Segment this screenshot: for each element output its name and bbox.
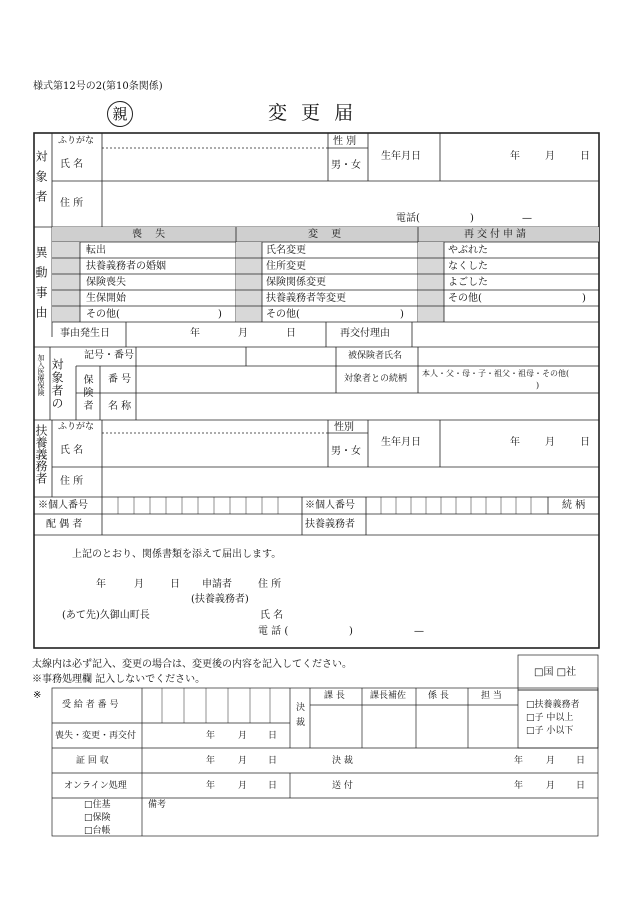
cert-collect-label: 証 回 収 <box>76 756 109 766</box>
subject-day-unit: 日 <box>580 151 590 162</box>
office-year-unit-3: 年 <box>206 781 216 791</box>
relation-label: 対象者との続柄 <box>344 374 408 384</box>
insurance-side-big: 対象者の <box>50 358 64 410</box>
subject-year-unit: 年 <box>510 151 520 162</box>
insurer-name-label: 名 称 <box>108 401 132 412</box>
guardian-address-label: 住 所 <box>60 476 84 487</box>
occurrence-year-unit: 年 <box>190 328 200 339</box>
page-title: 変 更 届 <box>268 102 358 124</box>
loss-item-other-close: ) <box>218 309 222 320</box>
guardian-sex-label: 性別 <box>334 422 354 433</box>
mynumber-label-2: ※個人番号 <box>305 500 355 511</box>
subject-side-label: 対象者 <box>34 150 48 210</box>
change-item-name: 氏名変更 <box>266 245 306 256</box>
insurer-sub-label: 保険者 <box>81 374 92 413</box>
applicant-name-label: 氏 名 <box>260 610 284 621</box>
office-year-unit-1: 年 <box>206 731 216 741</box>
change-item-guardian: 扶養義務者等変更 <box>266 293 346 304</box>
nationality-checks: □国 □社 <box>534 667 577 678</box>
office-day-unit-3: 日 <box>268 781 278 791</box>
soufu-year-unit: 年 <box>514 781 524 791</box>
applicant-phone-label: 電 話 ( <box>258 626 289 637</box>
check-child-elementary: □子 小以下 <box>526 726 574 736</box>
subject-sex-options: 男・女 <box>331 160 361 171</box>
declaration-year-unit: 年 <box>96 579 106 590</box>
change-item-other: その他( <box>266 309 300 320</box>
col-change-header: 変 更 <box>308 229 347 240</box>
subject-name-label: 氏 名 <box>60 159 84 170</box>
note-mark: ※ <box>33 690 42 701</box>
circle-mark <box>107 101 133 127</box>
applicant-sub-label: (扶養義務者) <box>191 594 249 605</box>
subject-phone-close: ) <box>470 213 474 224</box>
mynumber-label-1: ※個人番号 <box>38 500 88 511</box>
guardian-mynumber-label: 扶養義務者 <box>305 519 355 530</box>
subject-birth-label: 生年月日 <box>381 151 421 162</box>
recipient-number-label: 受 給 者 番 号 <box>62 700 119 710</box>
online-process-label: オンライン処理 <box>64 781 127 791</box>
insurance-number-label: 記号・番号 <box>84 350 134 361</box>
note-line-1: 太線内は必ず記入、変更の場合は、変更後の内容を記入してください。 <box>32 659 352 670</box>
reissue-item-other-close: ) <box>582 293 586 304</box>
guardian-year-unit: 年 <box>510 437 520 448</box>
note-line-2: ※事務処理欄 記入しないでください。 <box>32 674 206 685</box>
remarks-label: 備考 <box>148 800 167 810</box>
spouse-label: 配 偶 者 <box>46 519 83 530</box>
kessai-day-unit: 日 <box>576 756 586 766</box>
guardian-month-unit: 月 <box>545 437 555 448</box>
staff-label: 担 当 <box>481 691 502 701</box>
loss-item-welfare: 生保開始 <box>86 293 126 304</box>
declaration-text: 上記のとおり、関係書類を添えて届出します。 <box>72 549 282 560</box>
kessai-year-unit: 年 <box>514 756 524 766</box>
chief-label: 課 長 <box>324 691 345 701</box>
applicant-label: 申請者 <box>202 579 232 590</box>
change-item-insurance: 保険関係変更 <box>266 277 326 288</box>
reissue-reason-label: 再交付理由 <box>340 328 390 339</box>
kessai-label: 決 裁 <box>332 756 353 766</box>
guardian-furigana-label: ふりがな <box>58 422 95 432</box>
deputy-label: 課長補佐 <box>370 691 407 701</box>
office-month-unit-3: 月 <box>238 781 248 791</box>
applicant-phone-close: ) <box>349 626 353 637</box>
occurrence-day-unit: 日 <box>286 328 296 339</box>
check-child-middle: □子 中以上 <box>526 713 574 723</box>
soufu-label: 送 付 <box>332 781 353 791</box>
guardian-birth-label: 生年月日 <box>381 437 421 448</box>
office-year-unit-2: 年 <box>206 756 216 766</box>
decision-label: 決裁 <box>294 702 304 732</box>
guardian-sex-options: 男・女 <box>331 446 361 457</box>
loss-item-marriage: 扶養義務者の婚姻 <box>86 261 166 272</box>
office-month-unit-2: 月 <box>238 756 248 766</box>
subject-sex-label: 性 別 <box>333 136 357 147</box>
change-item-other-close: ) <box>400 309 404 320</box>
declaration-day-unit: 日 <box>170 579 180 590</box>
soufu-day-unit: 日 <box>576 781 586 791</box>
form-number: 様式第12号の2(第10条関係) <box>33 81 163 92</box>
guardian-day-unit: 日 <box>580 437 590 448</box>
section-chief-label: 係 長 <box>428 691 449 701</box>
reissue-item-dirty: よごした <box>448 277 488 288</box>
guardian-name-label: 氏 名 <box>60 445 84 456</box>
soufu-month-unit: 月 <box>546 781 556 791</box>
office-day-unit-2: 日 <box>268 756 278 766</box>
loss-item-moveout: 転出 <box>86 245 106 256</box>
kessai-month-unit: 月 <box>546 756 556 766</box>
loss-item-other: その他( <box>86 309 120 320</box>
occurrence-month-unit: 月 <box>238 328 248 339</box>
col-reissue-header: 再交付申請 <box>464 229 529 240</box>
insured-name-label: 被保険者氏名 <box>348 351 403 361</box>
registry-daicho: □台帳 <box>84 826 111 836</box>
change-item-address: 住所変更 <box>266 261 306 272</box>
subject-phone-label: 電話( <box>396 213 420 224</box>
guardian-side-label: 扶養義務者 <box>34 424 48 484</box>
registry-juki: □住基 <box>84 800 111 810</box>
col-loss-header: 喪 失 <box>132 229 171 240</box>
subject-address-label: 住 所 <box>60 198 84 209</box>
relation-options-close: ) <box>536 381 540 390</box>
insurance-side-small: 加入医療保険 <box>37 354 45 396</box>
change-side-label: 異動事由 <box>34 246 48 326</box>
loss-change-reissue-label: 喪失・変更・再交付 <box>55 731 137 741</box>
applicant-phone-dash: — <box>414 626 424 637</box>
reissue-item-torn: やぶれた <box>448 245 488 256</box>
check-guardian: □扶養義務者 <box>526 700 580 710</box>
declaration-month-unit: 月 <box>134 579 144 590</box>
occurrence-date-label: 事由発生日 <box>60 328 110 339</box>
reissue-item-other: その他( <box>448 293 482 304</box>
office-day-unit-1: 日 <box>268 731 278 741</box>
mynumber-relation-label: 続 柄 <box>562 500 586 511</box>
subject-month-unit: 月 <box>545 151 555 162</box>
registry-hoken: □保険 <box>84 813 111 823</box>
office-month-unit-1: 月 <box>238 731 248 741</box>
circle-char: 親 <box>112 105 128 123</box>
applicant-address-label: 住 所 <box>258 579 282 590</box>
subject-furigana-label: ふりがな <box>58 136 95 146</box>
loss-item-insurance: 保険喪失 <box>86 277 126 288</box>
subject-phone-dash: — <box>522 213 532 224</box>
insurer-number-label: 番 号 <box>108 374 132 385</box>
relation-options: 本人・父・母・子・祖父・祖母・その他( <box>422 369 570 378</box>
addressee-label: (あて先)久御山町長 <box>62 610 150 621</box>
reissue-item-lost: なくした <box>448 261 488 272</box>
